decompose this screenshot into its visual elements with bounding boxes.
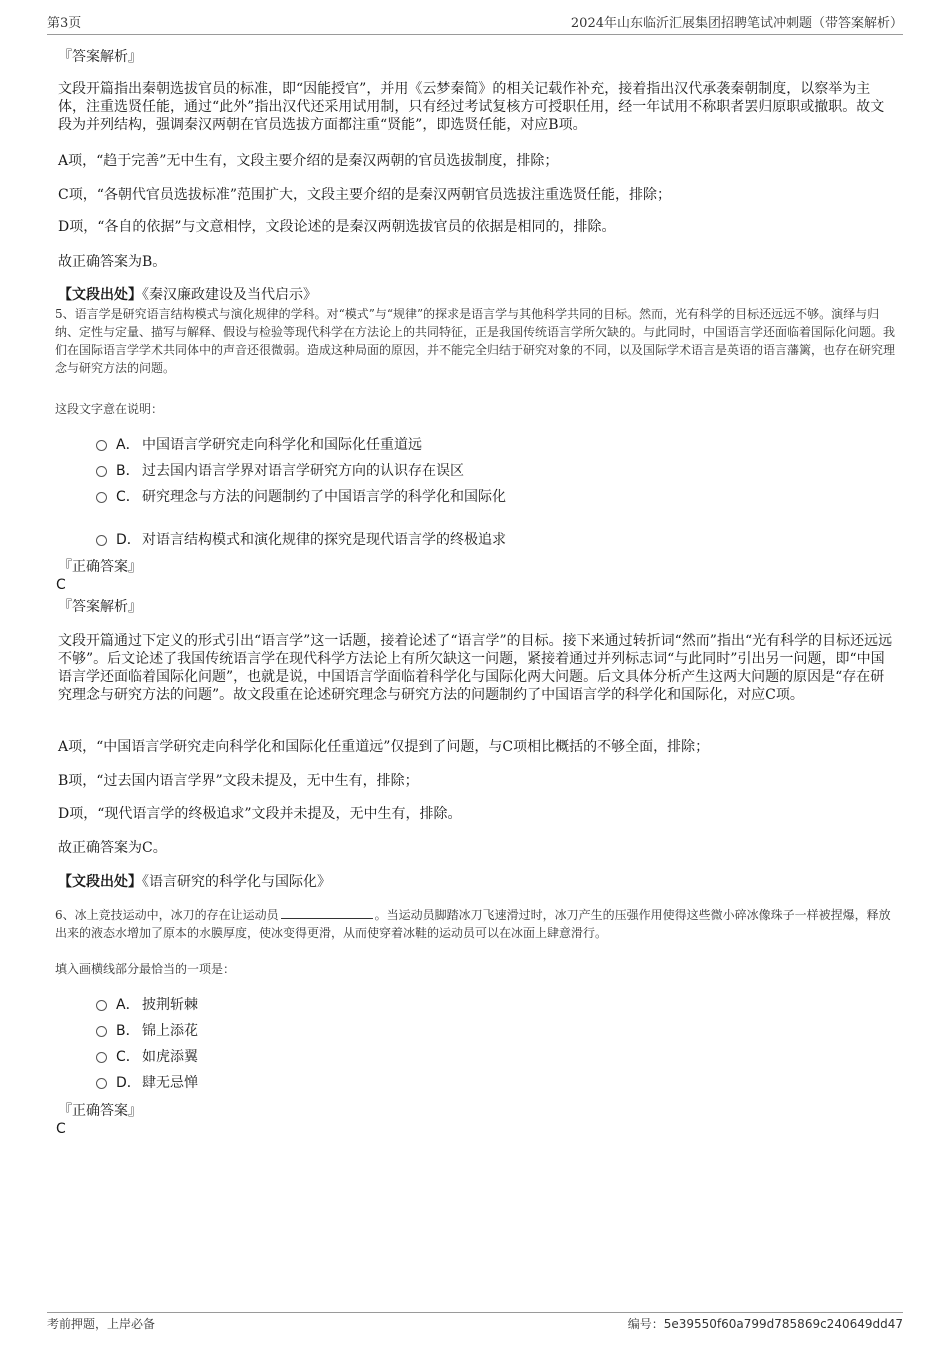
document-title: 2024年山东临沂汇展集团招聘笔试冲刺题（带答案解析） <box>570 16 903 31</box>
q4-analysis-heading: 『答案解析』 <box>58 49 142 65</box>
q5-source-label: 【文段出处】 <box>58 874 142 890</box>
option-text: 中国语言学研究走向科学化和国际化任重道远 <box>142 437 422 453</box>
page-header <box>47 14 903 35</box>
option-key: D． <box>116 532 141 548</box>
option-text: 披荆斩棘 <box>142 997 198 1013</box>
q4-conclusion: 故正确答案为B。 <box>58 254 167 270</box>
q6-answer: C <box>56 1121 66 1137</box>
radio-icon[interactable] <box>96 1052 107 1063</box>
option-key: B． <box>116 1023 140 1039</box>
option-key: C． <box>116 1049 140 1065</box>
q4-item-d: D项，“各自的依据”与文意相悖，文段论述的是秦汉两朝选拔官员的依据是相同的，排除。 <box>58 219 616 235</box>
option-text: 锦上添花 <box>142 1023 198 1039</box>
q4-source-label: 【文段出处】 <box>58 287 142 303</box>
option-text: 肆无忌惮 <box>142 1075 198 1091</box>
option-text: 研究理念与方法的问题制约了中国语言学的科学化和国际化 <box>142 489 506 505</box>
option-text: 过去国内语言学界对语言学研究方向的认识存在误区 <box>142 463 464 479</box>
radio-icon[interactable] <box>96 492 107 503</box>
q5-option-b[interactable] <box>96 462 464 480</box>
q4-item-c: C项，“各朝代官员选拔标准”范围扩大，文段主要介绍的是秦汉两朝官员选拔注重选贤任能，排除； <box>58 187 672 203</box>
option-key: C． <box>116 489 140 505</box>
code-label: 编号： <box>627 1317 664 1331</box>
q6-stem-before: 6、冰上竞技运动中，冰刀的存在让运动员 <box>55 908 279 922</box>
page-footer <box>47 1312 903 1335</box>
q5-source-title: 《语言研究的科学化与国际化》 <box>142 874 331 890</box>
document-code <box>628 1313 903 1335</box>
q5-answer-heading: 『正确答案』 <box>58 559 142 575</box>
option-key: A． <box>116 997 140 1013</box>
q6-stem <box>55 906 895 942</box>
q5-prompt: 这段文字意在说明： <box>55 402 164 416</box>
q4-source <box>58 286 317 304</box>
page-number: 第3页 <box>47 16 82 31</box>
radio-icon[interactable] <box>96 1000 107 1011</box>
q4-analysis-paragraph: 文段开篇指出秦朝选拔官员的标准，即“因能授官”，并用《云梦秦简》的相关记载作补充，接着指出汉代承袭秦朝制度，以察举为主体，注重选贤任能，通过“此外”指出汉代还采用试用制，只有经过考试复核方可授职任用，经一年试用不称职者罢归原职或撤职。故文段为并列结构，强调秦汉两朝在官员选拔方面都注重“贤能”，即选贤任能，对应B项。 <box>58 81 885 133</box>
q5-conclusion: 故正确答案为C。 <box>58 840 167 856</box>
q5-analysis-heading: 『答案解析』 <box>58 599 142 615</box>
q4-item-a: A项，“趋于完善”无中生有，文段主要介绍的是秦汉两朝的官员选拔制度，排除； <box>58 153 559 169</box>
radio-icon[interactable] <box>96 1078 107 1089</box>
radio-icon[interactable] <box>96 535 107 546</box>
q6-option-d[interactable] <box>96 1074 198 1092</box>
radio-icon[interactable] <box>96 466 107 477</box>
q4-source-title: 《秦汉廉政建设及当代启示》 <box>142 287 317 303</box>
q5-analysis-paragraph: 文段开篇通过下定义的形式引出“语言学”这一话题，接着论述了“语言学”的目标。接下来通过转折词“然而”指出“光有科学的目标还远远不够”。后文论述了我国传统语言学在现代科学方法论上有所欠缺这一问题，紧接着通过并列标志词“与此同时”引出另一问题，即“中国语言学还面临着国际化问题”，也就是说，中国语言学面临着科学化与国际化两大问题。后文具体分析产生这两大问题的原因是“存在研究理念与研究方法的问题”。故文段重在论述研究理念与研究方法的问题制约了中国语言学的科学化和国际化，对应C项。 <box>58 633 893 703</box>
radio-icon[interactable] <box>96 1026 107 1037</box>
answer-blank <box>281 906 373 919</box>
q6-option-b[interactable] <box>96 1022 198 1040</box>
q5-item-d: D项，“现代语言学的终极追求”文段并未提及，无中生有，排除。 <box>58 806 462 822</box>
q6-option-a[interactable] <box>96 996 198 1014</box>
q5-stem: 5、语言学是研究语言结构模式与演化规律的学科。对“模式”与“规律”的探求是语言学与其他科学共同的目标。然而，光有科学的目标还远远不够。演绎与归纳、定性与定量、描写与解释、假设与检验等现代科学在方法论上的共同特征，正是我国传统语言学所欠缺的。与此同时，中国语言学还面临着国际化问题。我们在国际语言学学术共同体中的声音还很微弱。造成这种局面的原因，并不能完全归结于研究对象的不同，以及国际学术语言是英语的语言藩篱，也存在研究理念与研究方法的问题。 <box>55 307 896 375</box>
radio-icon[interactable] <box>96 440 107 451</box>
q5-item-b: B项，“过去国内语言学界”文段未提及，无中生有，排除； <box>58 773 419 789</box>
footer-slogan: 考前押题，上岸必备 <box>47 1317 156 1331</box>
code-value: 5e39550f60a799d785869c240649dd47 <box>663 1317 903 1331</box>
option-text: 如虎添翼 <box>142 1049 198 1065</box>
option-key: B． <box>116 463 140 479</box>
q6-prompt: 填入画横线部分最恰当的一项是： <box>55 962 236 976</box>
q5-option-c[interactable] <box>96 488 506 506</box>
option-key: A． <box>116 437 140 453</box>
q5-item-a: A项，“中国语言学研究走向科学化和国际化任重道远”仅提到了问题，与C项相比概括的不够全面，排除； <box>58 739 710 755</box>
q6-option-c[interactable] <box>96 1048 198 1066</box>
q6-stem-after: 。当运动员脚踏冰刀飞速滑过时，冰刀产生的压强作用使得这些微小碎冰像珠子一样被捏爆，释放出来的液态水增加了原本的水膜厚度，使冰变得更滑，从而使穿着冰鞋的运动员可以在冰面上肆意滑行。 <box>55 908 891 940</box>
q5-option-a[interactable] <box>96 436 422 454</box>
option-key: D． <box>116 1075 141 1091</box>
q5-source <box>58 873 331 891</box>
q6-answer-heading: 『正确答案』 <box>58 1103 142 1119</box>
q5-answer: C <box>56 577 66 593</box>
option-text: 对语言结构模式和演化规律的探究是现代语言学的终极追求 <box>142 532 506 548</box>
q5-option-d[interactable] <box>96 531 506 549</box>
